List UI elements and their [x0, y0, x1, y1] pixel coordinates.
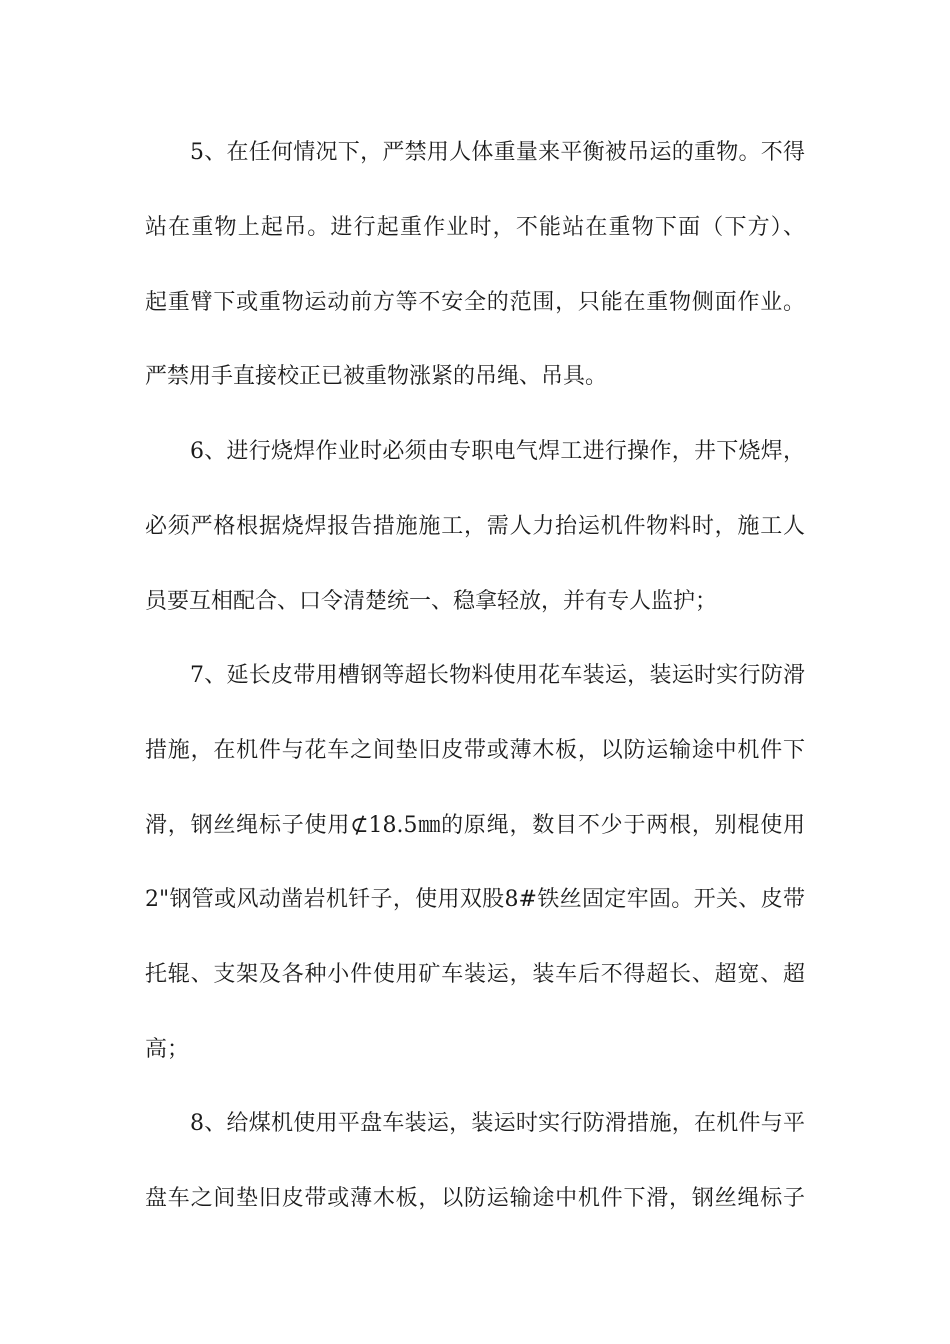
paragraph-7-line-2: 措施，在机件与花车之间垫旧皮带或薄木板，以防运输途中机件下	[145, 738, 805, 763]
paragraph-7-line-5: 托辊、支架及各种小件使用矿车装运，装车后不得超长、超宽、超	[145, 962, 805, 987]
paragraph-5-line-4: 严禁用手直接校正已被重物涨紧的吊绳、吊具。	[145, 364, 608, 389]
paragraph-7-line-1: 7、延长皮带用槽钢等超长物料使用花车装运，装运时实行防滑	[190, 663, 805, 688]
paragraph-6-line-1: 6、进行烧焊作业时必须由专职电气焊工进行操作，井下烧焊，	[190, 439, 805, 464]
paragraph-6-line-3: 员要互相配合、口令清楚统一、稳拿轻放，并有专人监护；	[145, 589, 718, 614]
paragraph-7-line-3: 滑，钢丝绳标子使用⊄18.5㎜的原绳，数目不少于两根，别棍使用	[145, 813, 805, 838]
paragraph-8-line-2: 盘车之间垫旧皮带或薄木板，以防运输途中机件下滑，钢丝绳标子	[145, 1186, 805, 1211]
paragraph-8-line-1: 8、给煤机使用平盘车装运，装运时实行防滑措施，在机件与平	[190, 1111, 805, 1136]
paragraph-5-line-1: 5、在任何情况下，严禁用人体重量来平衡被吊运的重物。不得	[190, 140, 805, 165]
paragraph-7-line-4: 2"钢管或风动凿岩机钎子，使用双股8#铁丝固定牢固。开关、皮带	[145, 887, 805, 912]
paragraph-5-line-2: 站在重物上起吊。进行起重作业时，不能站在重物下面（下方）、	[145, 215, 805, 240]
paragraph-5-line-3: 起重臂下或重物运动前方等不安全的范围，只能在重物侧面作业。	[145, 290, 805, 315]
paragraph-7-line-6: 高；	[145, 1037, 190, 1062]
paragraph-6-line-2: 必须严格根据烧焊报告措施施工，需人力抬运机件物料时，施工人	[145, 514, 805, 539]
